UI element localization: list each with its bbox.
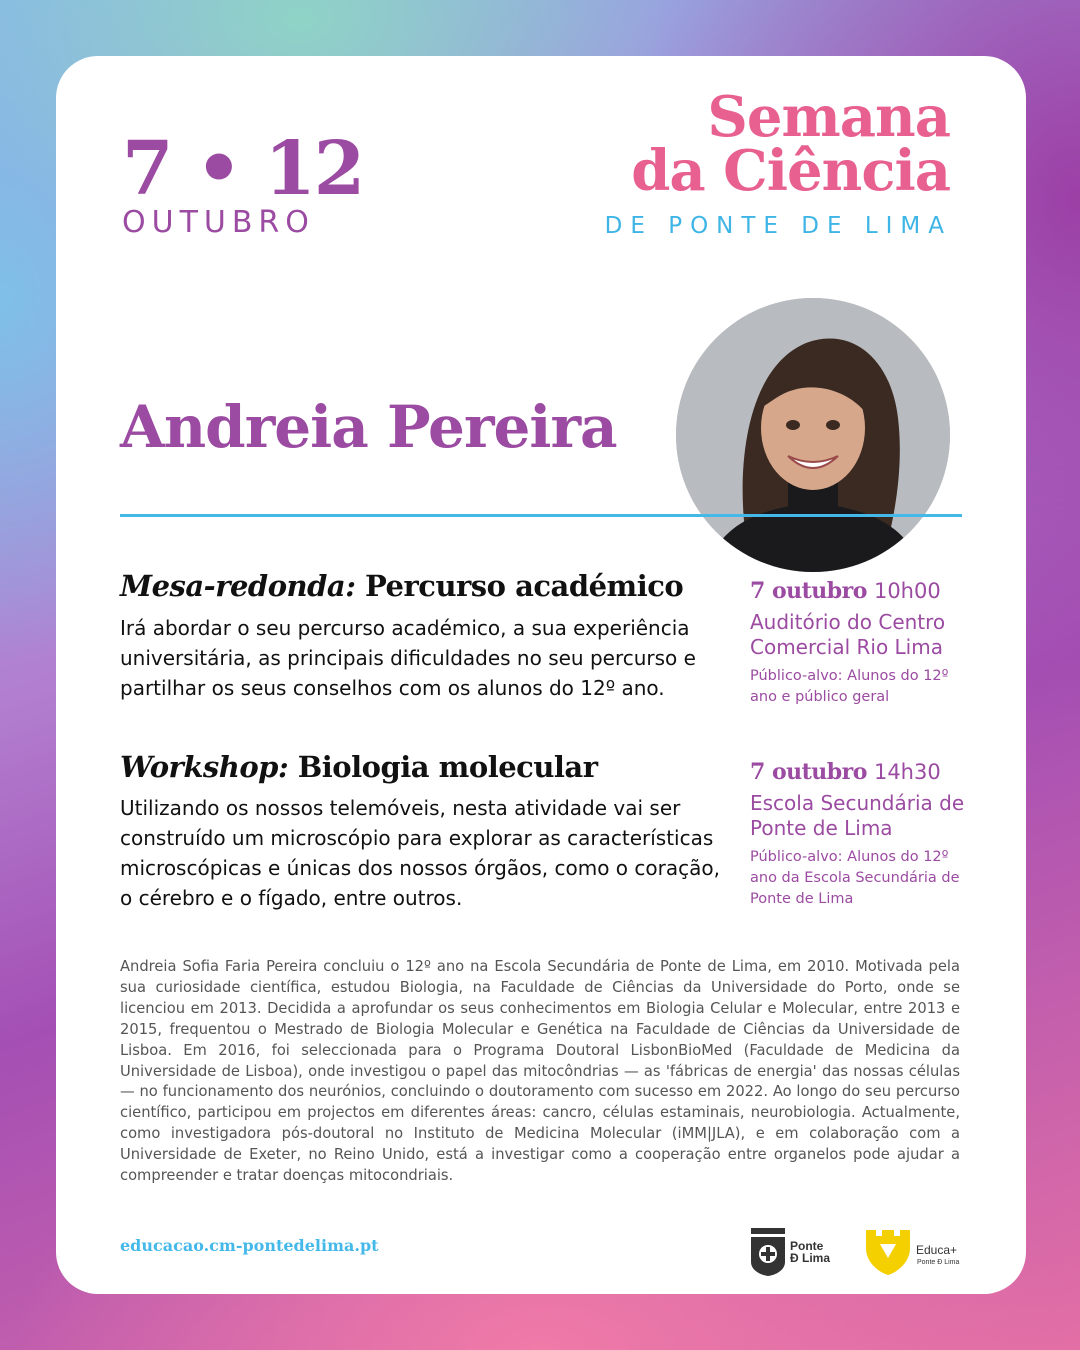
session-meta: [750, 759, 965, 910]
session-time: 14h30: [873, 760, 941, 784]
speaker-portrait-icon: [676, 298, 950, 572]
ponte-de-lima-shield-icon: [750, 1228, 786, 1276]
event-month: OUTUBRO: [122, 205, 315, 240]
speaker-name: Andreia Pereira: [120, 393, 617, 461]
educa-castle-icon: [864, 1228, 912, 1276]
session-description: Irá abordar o seu percurso académico, a sua experiência universitária, as principais dificuldades no seu percurso e partilhar os seus conselhos com os alunos do 12º ano.: [120, 616, 696, 700]
speaker-bio: Andreia Sofia Faria Pereira concluiu o 12º ano na Escola Secundária de Ponte de Lima, em 2010. Motivada pela sua curiosidade científica, estudou Biologia, na Faculdade de Ciências da Universidade do Porto, onde se licenciou em 2013. Decidida a aprofundar os seus conhecimentos em Biologia Celular e Molecular, entre 2013 e 2015, frequentou o Mestrado de Biologia Molecular e Genética na Faculdade de Ciências da Universidade de Lisboa. Em 2016, foi seleccionada para o Programa Doutoral LisbonBioMed (Faculdade de Medicina da Universidade de Lisboa), onde investigou o papel das mitocôndrias — as 'fábricas de energia' das nossas células — no funcionamento dos neurónios, concluindo o doutoramento com sucesso em 2022. Ao longo do seu percurso científico, participou em projectos em diferentes áreas: cancro, células estaminais, neurobiologia. Actualmente, como investigadora pós-doutoral no Instituto de Medicina Molecular (iMM|JLA), e em colaboração com a Universidade de Exeter, no Reino Unido, está a investigar como a cooperação entre organelos pode ajudar a compreender e tratar doenças mitocondriais.: [120, 958, 960, 1185]
session-kind: Workshop:: [120, 750, 289, 784]
session-when: [750, 578, 965, 605]
session-title: [120, 569, 730, 604]
section-divider: [120, 514, 962, 517]
speaker-photo: [676, 298, 950, 572]
session-name: Percurso académico: [365, 569, 684, 603]
session-time: 10h00: [873, 579, 941, 603]
event-title: [631, 84, 950, 204]
session-when: [750, 759, 965, 786]
website-link[interactable]: educacao.cm-pontedelima.pt: [120, 1236, 379, 1255]
session-name: Biologia molecular: [297, 750, 598, 784]
session-meta: [750, 578, 965, 708]
educa-subtitle: Ponte Ð Lima: [917, 1259, 960, 1266]
event-title-line2: da Ciência: [631, 138, 950, 204]
session-kind: Mesa-redonda:: [120, 569, 356, 603]
educa-logo: [864, 1228, 960, 1276]
ponte-de-lima-wordmark: Ponte Ð Lima: [790, 1239, 831, 1265]
session-audience: Público-alvo: Alunos do 12º ano e público geral: [750, 668, 949, 706]
session-day: 7 outubro: [750, 578, 867, 604]
event-dates: 7 • 12: [122, 126, 364, 212]
ponte-de-lima-logo: [750, 1228, 831, 1276]
session-title: [120, 750, 730, 785]
session-audience: Público-alvo: Alunos do 12º ano da Escola Secundária de Ponte de Lima: [750, 849, 960, 908]
educa-wordmark: Educa+: [916, 1243, 958, 1257]
session-place: Escola Secundária de Ponte de Lima: [750, 791, 965, 841]
session-place: Auditório do Centro Comercial Rio Lima: [750, 610, 946, 660]
session-day: 7 outubro: [750, 759, 867, 785]
session-description: Utilizando os nossos telemóveis, nesta atividade vai ser construído um microscópio para explorar as características microscópicas e únicas dos nossos órgãos, como o coração, o cérebro e o fígado, entre outros.: [120, 796, 720, 910]
event-subtitle: DE PONTE DE LIMA: [604, 213, 952, 239]
event-title-line1: Semana: [707, 84, 950, 150]
